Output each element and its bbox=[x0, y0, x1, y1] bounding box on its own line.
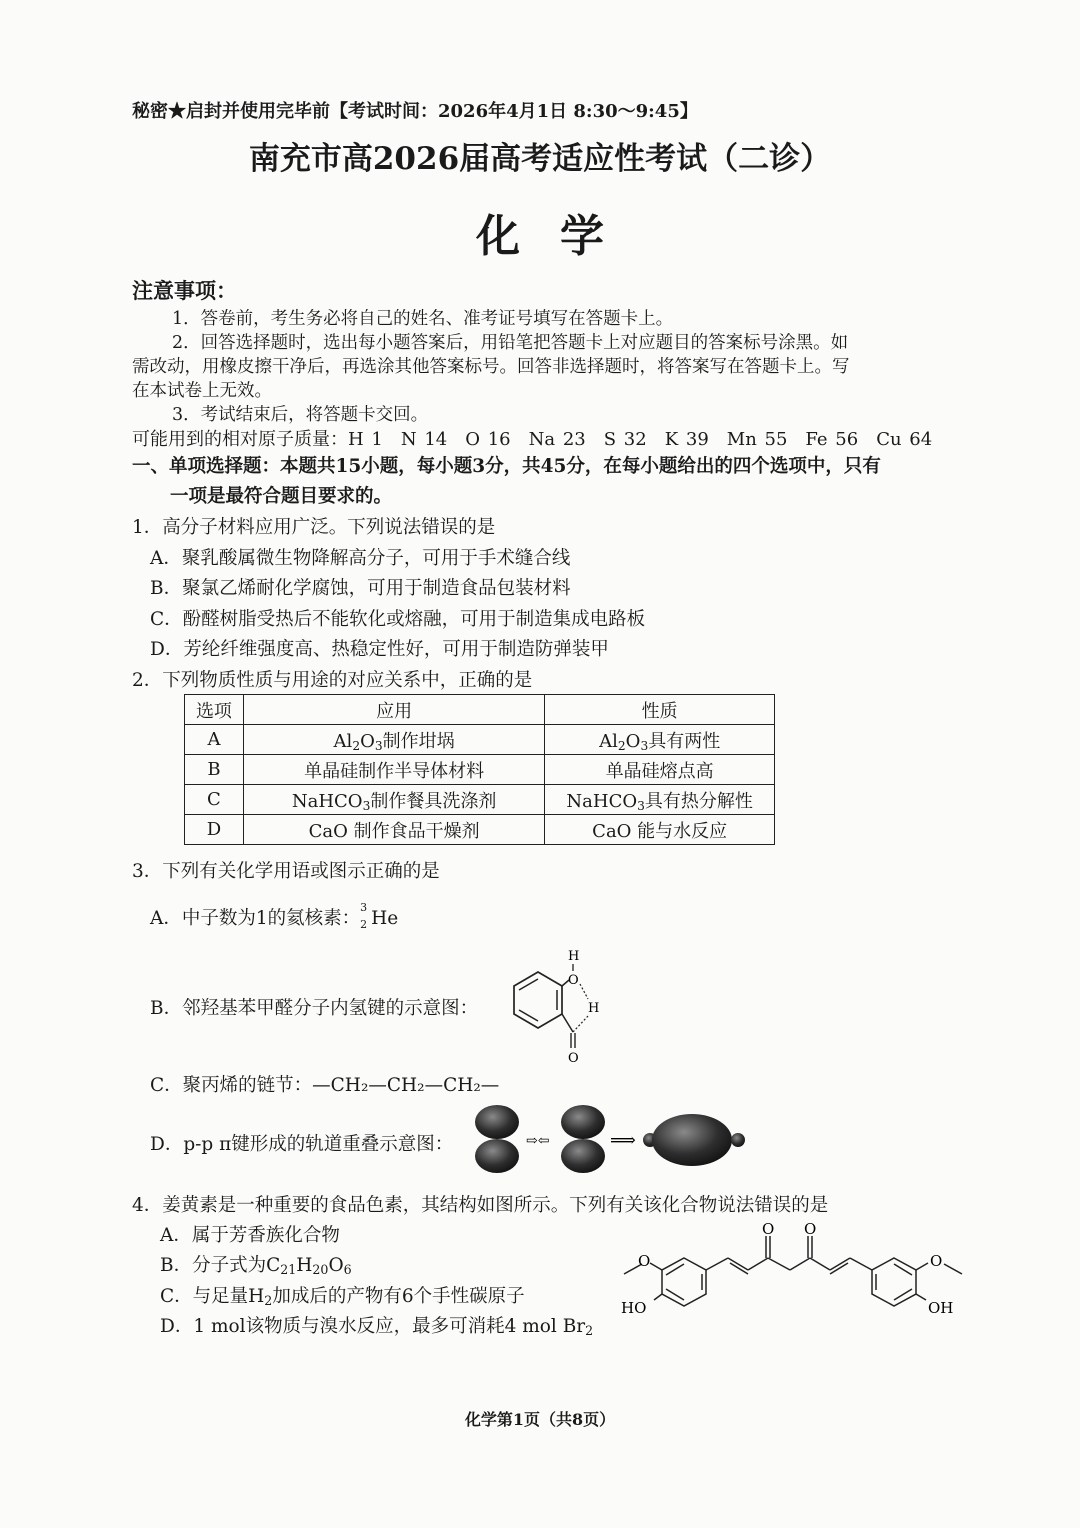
table-cell-use: 单晶硅制作半导体材料 bbox=[243, 755, 544, 785]
ketone-oxygen-label: O bbox=[804, 1220, 817, 1238]
orbital-end-node bbox=[731, 1133, 745, 1147]
mass-number: 3 bbox=[360, 901, 368, 914]
table-cell-use: NaHCO$_3$制作餐具洗涤剂 bbox=[243, 785, 544, 815]
table-header-row bbox=[185, 695, 775, 725]
q1-stem: 1．高分子材料应用广泛。下列说法错误的是 bbox=[132, 517, 496, 538]
overlap-orbital bbox=[652, 1114, 732, 1166]
q3-stem: 3．下列有关化学用语或图示正确的是 bbox=[132, 861, 440, 882]
table-cell-property: CaO 能与水反应 bbox=[545, 815, 775, 845]
table-header-cell: 应用 bbox=[243, 695, 544, 725]
table-cell-use: CaO 制作食品干燥剂 bbox=[243, 815, 544, 845]
table-row bbox=[185, 815, 775, 845]
notice-item-2-line2: 需改动，用橡皮擦干净后，再选涂其他答案标号。回答非选择题时，将答案写在答题卡上。写 bbox=[132, 357, 850, 377]
q3-option-d: D．p-p π键形成的轨道重叠示意图： bbox=[150, 1134, 454, 1155]
oh-oxygen-label: O bbox=[568, 973, 579, 988]
approach-arrows: ⇨⇦ bbox=[526, 1133, 550, 1149]
q4-option-d: D．1 mol该物质与溴水反应，最多可消耗4 mol $Br_2$ bbox=[160, 1316, 594, 1339]
page-footer: 化学第1页（共8页） bbox=[464, 1410, 616, 1429]
p-orbital-lobe bbox=[561, 1105, 605, 1139]
q1-option-a: A．聚乳酸属微生物降解高分子，可用于手术缝合线 bbox=[150, 548, 571, 569]
confidential-header: 秘密★启封并使用完毕前【考试时间：2026年4月1日 8:30～9:45】 bbox=[132, 101, 698, 122]
result-arrow: ⟹ bbox=[610, 1130, 636, 1151]
p-orbital-lobe bbox=[561, 1139, 605, 1173]
notice-item-2-line3: 在本试卷上无效。 bbox=[132, 381, 272, 401]
q4-option-c: C．与足量$H_2$加成后的产物有6个手性碳原子 bbox=[160, 1286, 525, 1309]
section-1-heading: 一、单项选择题：本题共15小题，每小题3分，共45分，在每小题给出的四个选项中，只有 bbox=[132, 456, 881, 477]
methoxy-oxygen-label: O bbox=[638, 1252, 651, 1270]
q2-stem: 2．下列物质性质与用途的对应关系中，正确的是 bbox=[132, 670, 533, 691]
notice-title: 注意事项： bbox=[132, 278, 237, 303]
p-orbital-lobe bbox=[475, 1105, 519, 1139]
carbonyl-oxygen-label: O bbox=[568, 1051, 579, 1066]
oh-hydrogen-label: H bbox=[568, 949, 580, 964]
ketone-oxygen-label: O bbox=[762, 1220, 775, 1238]
section-1-heading-cont: 一项是最符合题目要求的。 bbox=[170, 486, 393, 507]
table-header-cell: 性质 bbox=[545, 695, 775, 725]
element-symbol: He bbox=[371, 908, 399, 929]
q1-option-b: B．聚氯乙烯耐化学腐蚀，可用于制造食品包装材料 bbox=[150, 578, 571, 599]
q4-option-b: B．分子式为$C_{21}H_{20}O_6$ bbox=[160, 1255, 352, 1278]
atomic-masses: 可能用到的相对原子质量：H 1 N 14 O 16 Na 23 S 32 K 39 Mn 55 Fe 56 Cu 64 bbox=[132, 429, 933, 450]
table-cell-option: D bbox=[185, 815, 244, 845]
q3-option-b: B．邻羟基苯甲醛分子内氢键的示意图： bbox=[150, 998, 479, 1019]
hydroxyl-label-right: OH bbox=[928, 1299, 954, 1317]
exam-title: 南充市高2026届高考适应性考试（二诊） bbox=[248, 141, 832, 177]
table-cell-property: $Al_2O_3$具有两性 bbox=[545, 725, 775, 755]
subject-title: 化学 bbox=[476, 211, 644, 262]
hbond-hydrogen-label: H bbox=[588, 1001, 600, 1016]
p-orbital-lobe bbox=[475, 1139, 519, 1173]
pp-pi-bond-orbital-diagram bbox=[470, 1103, 780, 1175]
table-cell-property: 单晶硅熔点高 bbox=[545, 755, 775, 785]
table-cell-option: A bbox=[185, 725, 244, 755]
table-cell-option: B bbox=[185, 755, 244, 785]
table-header-cell: 选项 bbox=[185, 695, 244, 725]
curcumin-structure bbox=[618, 1218, 968, 1328]
q4-option-a: A．属于芳香族化合物 bbox=[160, 1225, 340, 1246]
q3-option-c: C．聚丙烯的链节：—CH₂—CH₂—CH₂— bbox=[150, 1075, 500, 1096]
notice-item-1: 1．答卷前，考生务必将自己的姓名、准考证号填写在答题卡上。 bbox=[172, 309, 674, 329]
salicylaldehyde-structure bbox=[500, 944, 610, 1066]
q3-option-a: A．中子数为1的氦核素： 3 2 He bbox=[150, 901, 399, 931]
notice-item-2-line1: 2．回答选择题时，选出每小题答案后，用铅笔把答题卡上对应题目的答案标号涂黑。如 bbox=[172, 333, 849, 353]
table-cell-use: $Al_2O_3$制作坩埚 bbox=[243, 725, 544, 755]
table-cell-option: C bbox=[185, 785, 244, 815]
atomic-number: 2 bbox=[360, 918, 368, 931]
methoxy-oxygen-label: O bbox=[930, 1252, 943, 1270]
q1-option-c: C．酚醛树脂受热后不能软化或熔融，可用于制造集成电路板 bbox=[150, 609, 646, 630]
notice-item-3: 3．考试结束后，将答题卡交回。 bbox=[172, 405, 429, 425]
hydroxyl-label-left: HO bbox=[621, 1299, 647, 1317]
table-row bbox=[185, 725, 775, 755]
table-row bbox=[185, 785, 775, 815]
q1-option-d: D．芳纶纤维强度高、热稳定性好，可用于制造防弹装甲 bbox=[150, 639, 609, 660]
q2-table bbox=[184, 694, 775, 845]
table-row bbox=[185, 755, 775, 785]
q4-stem: 4．姜黄素是一种重要的食品色素，其结构如图所示。下列有关该化合物说法错误的是 bbox=[132, 1195, 829, 1216]
table-cell-property: NaHCO$_3$具有热分解性 bbox=[545, 785, 775, 815]
